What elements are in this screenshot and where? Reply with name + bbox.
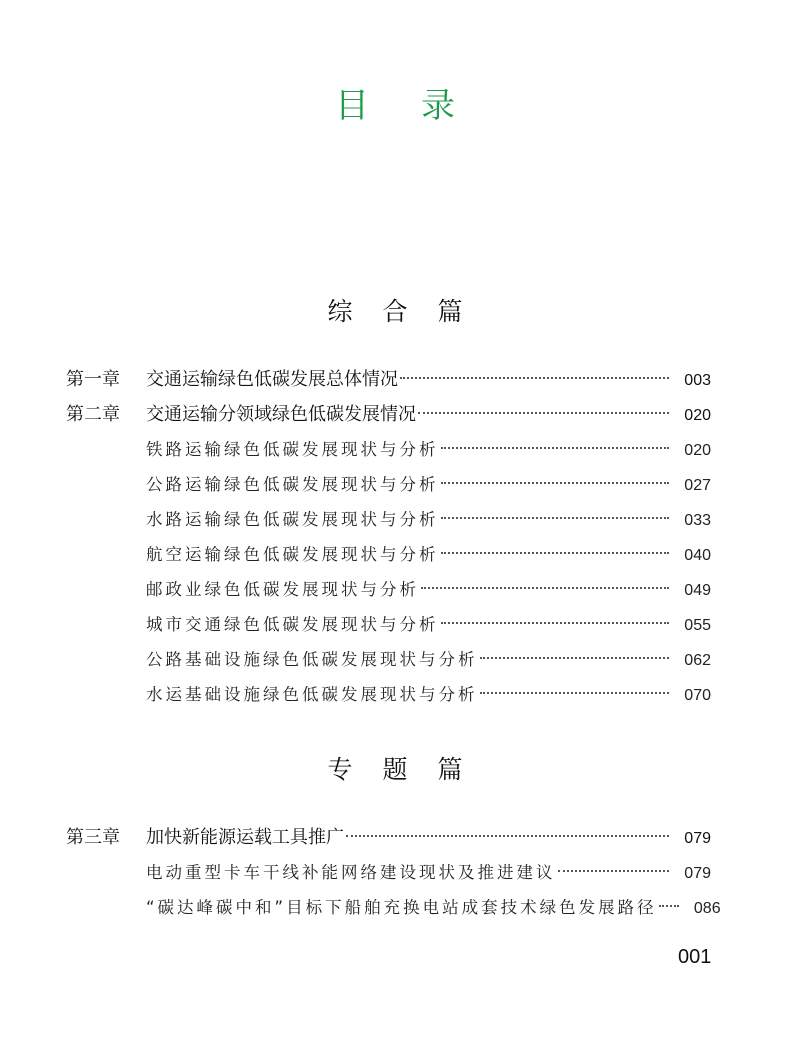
chapter-number: 第三章: [66, 827, 120, 848]
entry-page-number: 079: [684, 865, 711, 882]
entry-title: 水运基础设施绿色低碳发展现状与分析: [146, 685, 478, 704]
toc-subentry[interactable]: [66, 607, 711, 642]
dot-leader: [441, 481, 670, 484]
entry-page-number: 020: [684, 407, 711, 424]
entry-page-number: 055: [684, 617, 711, 634]
page-title: 目录: [335, 86, 507, 126]
entry-page-number: 086: [693, 900, 721, 917]
dot-leader: [400, 376, 669, 379]
toc-subentry[interactable]: [66, 572, 711, 607]
dot-leader: [659, 904, 679, 907]
toc-chapter-entry[interactable]: [66, 820, 711, 855]
dot-leader: [421, 586, 669, 589]
toc-subentry[interactable]: [66, 502, 711, 537]
toc-list-general: [66, 362, 711, 712]
entry-title: 水路运输绿色低碳发展现状与分析: [146, 510, 439, 529]
entry-page-number: 049: [684, 582, 711, 599]
entry-title: 交通运输绿色低碳发展总体情况: [146, 369, 398, 390]
entry-page-number: 033: [684, 512, 711, 529]
entry-title: 邮政业绿色低碳发展现状与分析: [146, 580, 419, 599]
entry-title: “碳达峰碳中和”目标下船舶充换电站成套技术绿色发展路径: [146, 898, 657, 917]
dot-leader: [558, 869, 670, 872]
dot-leader: [480, 656, 670, 659]
toc-list-special: [66, 820, 721, 925]
entry-title: 铁路运输绿色低碳发展现状与分析: [146, 440, 439, 459]
entry-title: 公路基础设施绿色低碳发展现状与分析: [146, 650, 478, 669]
chapter-number: 第二章: [66, 404, 120, 425]
entry-title: 城市交通绿色低碳发展现状与分析: [146, 615, 439, 634]
toc-subentry[interactable]: [66, 537, 711, 572]
toc-subentry[interactable]: [66, 642, 711, 677]
entry-page-number: 020: [684, 442, 711, 459]
section-heading-general: 综合篇: [327, 297, 493, 326]
dot-leader: [441, 551, 670, 554]
chapter-number: 第一章: [66, 369, 120, 390]
section-heading-special: 专题篇: [327, 755, 493, 784]
toc-subentry[interactable]: [66, 677, 711, 712]
entry-title: 加快新能源运载工具推广: [146, 827, 344, 848]
dot-leader: [346, 834, 669, 837]
entry-page-number: 070: [684, 687, 711, 704]
toc-chapter-entry[interactable]: [66, 397, 711, 432]
toc-chapter-entry[interactable]: [66, 362, 711, 397]
entry-page-number: 062: [684, 652, 711, 669]
dot-leader: [418, 411, 669, 414]
page-number: 001: [678, 946, 712, 968]
dot-leader: [441, 621, 670, 624]
entry-title: 交通运输分领域绿色低碳发展情况: [146, 404, 416, 425]
toc-subentry[interactable]: [66, 432, 711, 467]
entry-page-number: 003: [684, 372, 711, 389]
entry-title: 公路运输绿色低碳发展现状与分析: [146, 475, 439, 494]
dot-leader: [441, 446, 670, 449]
entry-page-number: 027: [684, 477, 711, 494]
dot-leader: [480, 691, 670, 694]
entry-page-number: 079: [684, 830, 711, 847]
entry-title: 电动重型卡车干线补能网络建设现状及推进建议: [146, 863, 556, 882]
dot-leader: [441, 516, 670, 519]
toc-subentry[interactable]: [66, 855, 711, 890]
toc-subentry[interactable]: [66, 890, 721, 925]
entry-title: 航空运输绿色低碳发展现状与分析: [146, 545, 439, 564]
entry-page-number: 040: [684, 547, 711, 564]
toc-subentry[interactable]: [66, 467, 711, 502]
